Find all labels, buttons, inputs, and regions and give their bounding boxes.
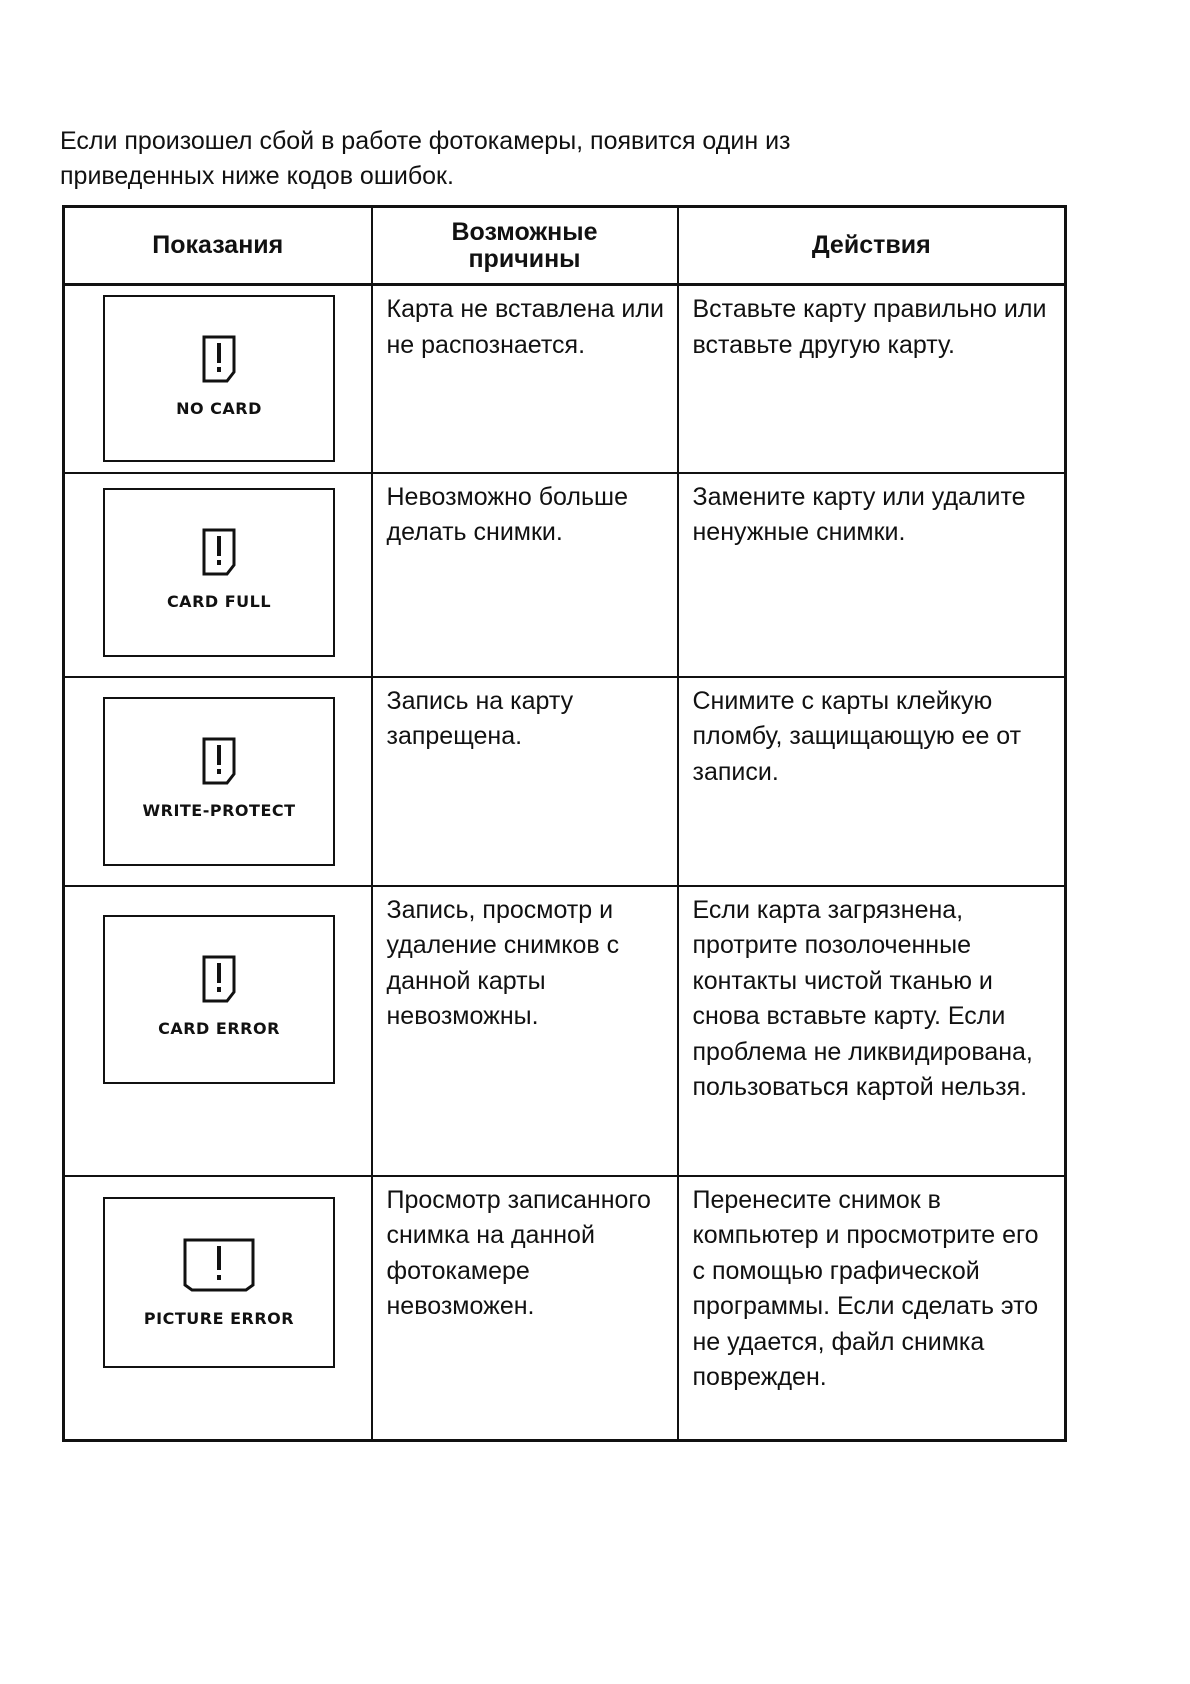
camera-screen <box>103 915 335 1084</box>
camera-screen <box>103 697 335 866</box>
intro-text <box>60 124 1060 194</box>
table-row <box>64 473 1066 677</box>
cause-cell: Невозможно больше делать снимки. <box>372 473 678 677</box>
intro-line-2: приведенных ниже кодов ошибок. <box>60 162 454 190</box>
action-cell: Снимите с карты клейкую пломбу, защищающую ее от записи. <box>678 677 1066 886</box>
error-code-label: PICTURE ERROR <box>143 1308 295 1328</box>
camera-screen <box>103 1197 335 1368</box>
cause-cell: Запись на карту запрещена. <box>372 677 678 886</box>
error-code-label: CARD ERROR <box>158 1018 280 1038</box>
warning-screen-icon <box>182 1237 256 1293</box>
header-actions: Действия <box>678 207 1066 285</box>
indication-cell <box>64 285 372 473</box>
action-cell: Замените карту или удалите ненужные снимки. <box>678 473 1066 677</box>
indication-cell <box>64 1176 372 1441</box>
indication-cell <box>64 886 372 1176</box>
warning-card-icon <box>201 955 237 1003</box>
action-cell: Если карта загрязнена, протрите позолоченные контакты чистой тканью и снова вставьте карту. Если проблема не ликвидирована, пользоваться картой нельзя. <box>678 886 1066 1176</box>
warning-card-icon <box>201 528 237 576</box>
table-header-row <box>64 207 1066 285</box>
error-codes-table <box>62 205 1067 1442</box>
error-code-label: CARD FULL <box>166 591 272 611</box>
indication-cell <box>64 677 372 886</box>
error-code-label: WRITE-PROTECT <box>142 800 296 820</box>
indication-cell <box>64 473 372 677</box>
cause-cell: Просмотр записанного снимка на данной фотокамере невозможен. <box>372 1176 678 1441</box>
warning-card-icon <box>201 737 237 785</box>
header-causes <box>372 207 678 285</box>
table-row <box>64 285 1066 473</box>
action-cell: Перенесите снимок в компьютер и просмотрите его с помощью графической программы. Если сделать это не удается, файл снимка поврежден. <box>678 1176 1066 1441</box>
action-cell: Вставьте карту правильно или вставьте другую карту. <box>678 285 1066 473</box>
camera-screen <box>103 488 335 657</box>
header-causes-line-2: причины <box>468 244 581 273</box>
table-row <box>64 1176 1066 1441</box>
cause-cell: Запись, просмотр и удаление снимков с данной карты невозможны. <box>372 886 678 1176</box>
table-row <box>64 677 1066 886</box>
header-causes-line-1: Возможные <box>451 217 598 246</box>
warning-card-icon <box>201 335 237 383</box>
cause-cell: Карта не вставлена или не распознается. <box>372 285 678 473</box>
table-row <box>64 886 1066 1176</box>
camera-screen <box>103 295 335 462</box>
error-code-label: NO CARD <box>176 399 262 418</box>
intro-line-1: Если произошел сбой в работе фотокамеры, появится один из <box>60 127 791 155</box>
header-indication: Показания <box>64 207 372 285</box>
